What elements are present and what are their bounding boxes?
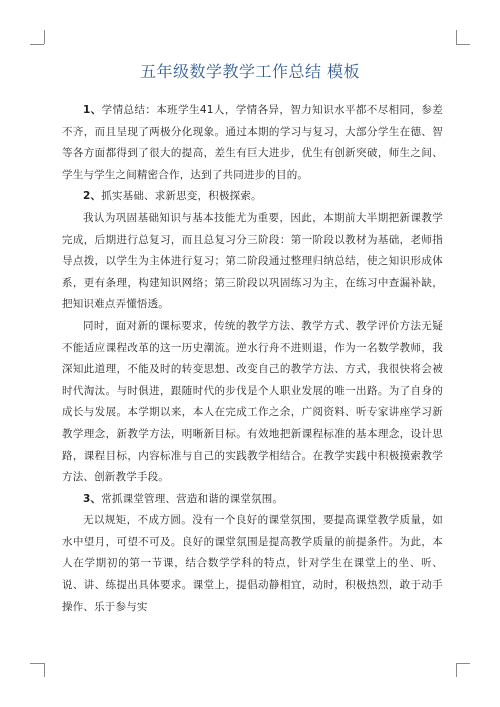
paragraph-text: 同时，面对新的课标要求，传统的教学方法、教学方式、教学评价方法无疑不能适应课程改革的这一历史潮流。逆水行舟不进则退，作为一名数学教师，我深知此道理，不能及时的转变思想、改变自己的教学方法、方式，我很快将会被时代淘汰。与时俱进，跟随时代的步伐是个人职业发展的唯一出路。为了自身的成长与发展。本学期以来，本人在完成工作之余，广阅资料、听专家讲座学习新教学理念，新教学方法，明晰新目标。有效地把新课程标准的基本理念，设计思路，课程目标，内容标准与自己的实践教学相结合。在教学实践中积极摸索教学方法、创新教学手段。 bbox=[62, 319, 443, 484]
section-heading: 常抓课堂管理、营造和谐的课堂氛围。 bbox=[101, 492, 284, 505]
section-number: 2、 bbox=[83, 190, 102, 203]
document-body bbox=[62, 100, 443, 618]
document-title: 五年级数学教学工作总结 模板 bbox=[139, 62, 361, 81]
paragraph-heading-basics bbox=[62, 186, 443, 208]
paragraph-text: 无以规矩，不成方圆。没有一个良好的课堂氛围，要提高课堂教学质量，如水中望月，可望不可及。良好的课堂氛围是提高教学质量的前提条件。为此，本人在学期初的第一节课，结合数学学科的特点，针对学生在课堂上的坐、听、说、讲、练提出具体要求。课堂上，提倡动静相宜，动时，积极热烈，敢于动手操作、乐于参与实 bbox=[62, 514, 443, 613]
paragraph-heading-classroom bbox=[62, 489, 443, 511]
crop-mark-bottom-right bbox=[456, 663, 470, 664]
section-number: 1、 bbox=[83, 104, 102, 116]
paragraph-text: 我认为巩固基础知识与基本技能尤为重要，因此，本期前大半期把新课教学完成，后期进行总复习，而且总复习分三阶段：第一阶段以教材为基础，老师指导点拨，以学生为主体进行复习；第二阶段通过整理归纳总结，使之知识形成体系，更有条理，构建知识网络；第三阶段以巩固练习为主，在练习中查漏补缺，把知识难点弄懂悟透。 bbox=[62, 211, 443, 311]
crop-mark-bottom-left bbox=[30, 663, 44, 664]
crop-mark-top-left bbox=[44, 30, 45, 44]
paragraph-text: 学情总结：本班学生41人，学情各异，智力知识水平都不尽相同，参差不齐，而且呈现了两极分化现象。通过本期的学习与复习，大部分学生在德、智等各方面都得到了很大的提高，差生有巨大进步，优生有创新突破，师生之间、学生与学生之间精密合作，达到了共同进步的目的。 bbox=[62, 104, 443, 181]
section-heading: 抓实基础、求新思变，积极探索。 bbox=[101, 190, 262, 203]
crop-mark-bottom-right bbox=[456, 663, 457, 677]
paragraph-learning-summary bbox=[62, 100, 443, 186]
paragraph-review-stages bbox=[62, 208, 443, 316]
crop-mark-top-right bbox=[456, 44, 470, 45]
crop-mark-bottom-left bbox=[44, 663, 45, 677]
section-number: 3、 bbox=[83, 492, 102, 505]
crop-mark-top-left bbox=[30, 44, 44, 45]
paragraph-new-curriculum bbox=[62, 316, 443, 489]
crop-mark-top-right bbox=[456, 30, 457, 44]
paragraph-classroom-rules bbox=[62, 510, 443, 618]
